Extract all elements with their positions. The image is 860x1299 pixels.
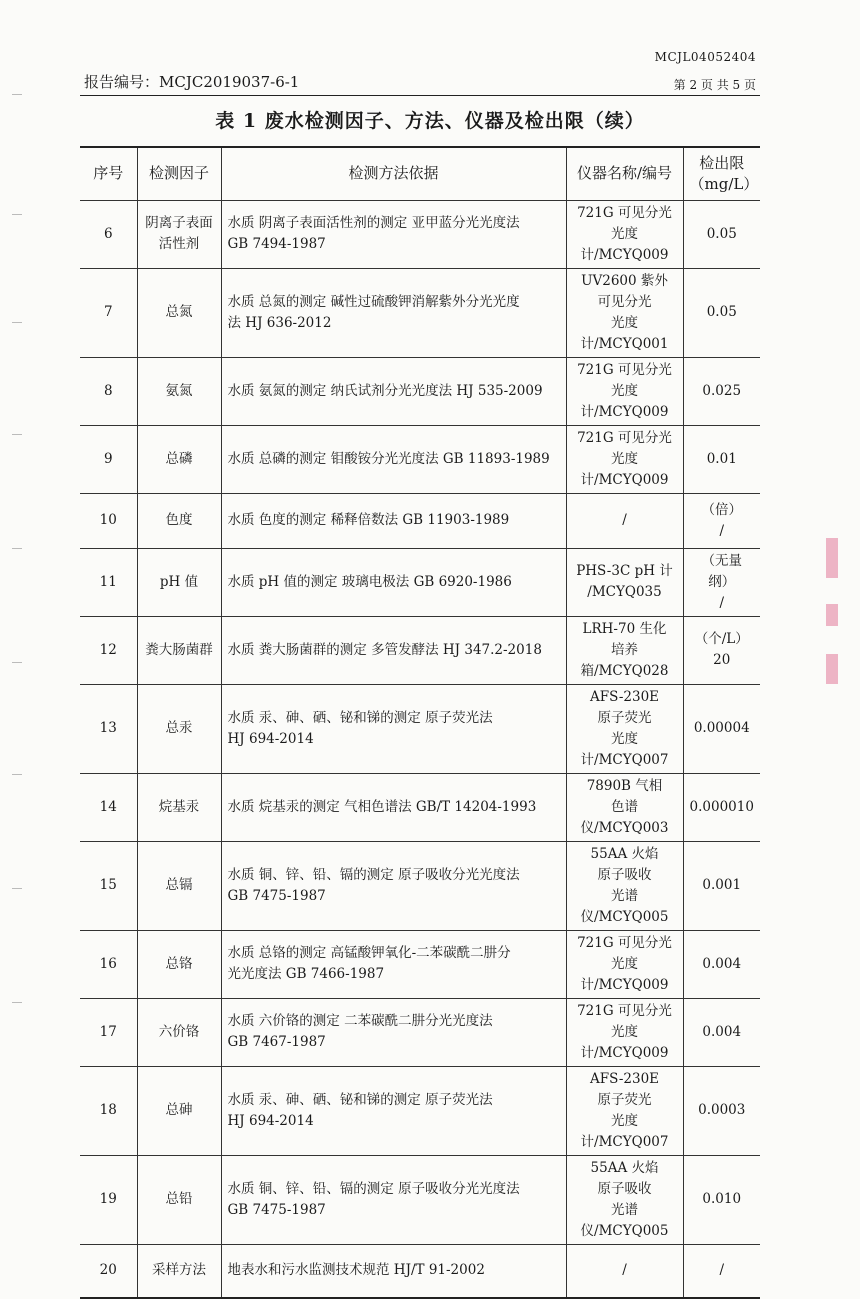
row-number: 13 (80, 684, 137, 773)
method-basis: 地表水和污水监测技术规范 HJ/T 91-2002 (221, 1244, 566, 1298)
scan-mark (12, 322, 22, 323)
column-header-factor: 检测因子 (137, 147, 221, 200)
scan-mark (12, 774, 22, 775)
detection-limit: （无量纲） / (683, 548, 760, 616)
detection-factor: 总铅 (137, 1155, 221, 1244)
table-title: 表 1 废水检测因子、方法、仪器及检出限（续） (215, 110, 645, 132)
detection-factor: 色度 (137, 493, 221, 548)
detection-limit: 0.05 (683, 200, 760, 268)
instrument-name: 721G 可见分光 光度计/MCYQ009 (566, 930, 683, 998)
table-row (80, 930, 760, 998)
instrument-name: LRH-70 生化 培养箱/MCYQ028 (566, 616, 683, 684)
table-row (80, 548, 760, 616)
method-basis: 水质 烷基汞的测定 气相色谱法 GB/T 14204-1993 (221, 773, 566, 841)
column-header-no: 序号 (80, 147, 137, 200)
detection-limit: 0.004 (683, 930, 760, 998)
instrument-name: AFS-230E 原子荧光 光度计/MCYQ007 (566, 684, 683, 773)
detection-limit: 0.0003 (683, 1066, 760, 1155)
table-row (80, 998, 760, 1066)
table-row (80, 425, 760, 493)
detection-limit: 0.00004 (683, 684, 760, 773)
instrument-name: 55AA 火焰 原子吸收 光谱仪/MCYQ005 (566, 1155, 683, 1244)
method-basis: 水质 pH 值的测定 玻璃电极法 GB 6920-1986 (221, 548, 566, 616)
row-number: 8 (80, 357, 137, 425)
detection-factor: 粪大肠菌群 (137, 616, 221, 684)
method-basis: 水质 汞、砷、硒、铋和锑的测定 原子荧光法 HJ 694-2014 (221, 1066, 566, 1155)
row-number: 15 (80, 841, 137, 930)
detection-factor: 阴离子表面 活性剂 (137, 200, 221, 268)
report-number: 报告编号：MCJC2019037-6-1 (84, 73, 300, 91)
row-number: 12 (80, 616, 137, 684)
instrument-name: 721G 可见分光 光度计/MCYQ009 (566, 200, 683, 268)
scan-mark (12, 662, 22, 663)
detection-factor: 总汞 (137, 684, 221, 773)
instrument-name: 721G 可见分光 光度计/MCYQ009 (566, 425, 683, 493)
document-code: MCJL04052404 (654, 50, 756, 64)
detection-table (80, 146, 760, 1299)
table-row (80, 1155, 760, 1244)
scan-mark (12, 214, 22, 215)
table-row (80, 684, 760, 773)
method-basis: 水质 色度的测定 稀释倍数法 GB 11903-1989 (221, 493, 566, 548)
method-basis: 水质 汞、砷、硒、铋和锑的测定 原子荧光法 HJ 694-2014 (221, 684, 566, 773)
detection-factor: 六价铬 (137, 998, 221, 1066)
table-row (80, 841, 760, 930)
instrument-name: AFS-230E 原子荧光 光度计/MCYQ007 (566, 1066, 683, 1155)
instrument-name: 721G 可见分光 光度计/MCYQ009 (566, 357, 683, 425)
table-row (80, 1244, 760, 1298)
instrument-name: PHS-3C pH 计 /MCYQ035 (566, 548, 683, 616)
method-basis: 水质 铜、锌、铅、镉的测定 原子吸收分光光度法 GB 7475-1987 (221, 841, 566, 930)
detection-factor: 总氮 (137, 268, 221, 357)
row-number: 11 (80, 548, 137, 616)
instrument-name: 7890B 气相 色谱仪/MCYQ003 (566, 773, 683, 841)
row-number: 6 (80, 200, 137, 268)
detection-limit: 0.001 (683, 841, 760, 930)
detection-limit: 0.010 (683, 1155, 760, 1244)
method-basis: 水质 总氮的测定 碱性过硫酸钾消解紫外分光光度 法 HJ 636-2012 (221, 268, 566, 357)
instrument-name: / (566, 1244, 683, 1298)
instrument-name: UV2600 紫外 可见分光 光度计/MCYQ001 (566, 268, 683, 357)
scan-mark (12, 888, 22, 889)
table-row (80, 493, 760, 548)
detection-limit: 0.025 (683, 357, 760, 425)
instrument-name: 55AA 火焰 原子吸收 光谱仪/MCYQ005 (566, 841, 683, 930)
row-number: 10 (80, 493, 137, 548)
column-header-method: 检测方法依据 (221, 147, 566, 200)
seal-fragment (826, 654, 838, 684)
detection-factor: pH 值 (137, 548, 221, 616)
table-row (80, 268, 760, 357)
detection-limit: 0.000010 (683, 773, 760, 841)
detection-factor: 总镉 (137, 841, 221, 930)
method-basis: 水质 总磷的测定 钼酸铵分光光度法 GB 11893-1989 (221, 425, 566, 493)
detection-factor: 总铬 (137, 930, 221, 998)
row-number: 20 (80, 1244, 137, 1298)
scan-mark (12, 94, 22, 95)
detection-factor: 氨氮 (137, 357, 221, 425)
detection-factor: 采样方法 (137, 1244, 221, 1298)
scan-mark (12, 434, 22, 435)
page-number: 第 2 页 共 5 页 (673, 78, 756, 92)
table-row (80, 616, 760, 684)
method-basis: 水质 阴离子表面活性剂的测定 亚甲蓝分光光度法 GB 7494-1987 (221, 200, 566, 268)
method-basis: 水质 氨氮的测定 纳氏试剂分光光度法 HJ 535-2009 (221, 357, 566, 425)
table-header-row (80, 147, 760, 200)
row-number: 18 (80, 1066, 137, 1155)
method-basis: 水质 总铬的测定 高锰酸钾氧化-二苯碳酰二肼分 光光度法 GB 7466-1987 (221, 930, 566, 998)
row-number: 14 (80, 773, 137, 841)
instrument-name: 721G 可见分光 光度计/MCYQ009 (566, 998, 683, 1066)
column-header-instrument: 仪器名称/编号 (566, 147, 683, 200)
table-row (80, 200, 760, 268)
detection-limit: （个/L） 20 (683, 616, 760, 684)
row-number: 17 (80, 998, 137, 1066)
detection-limit: 0.05 (683, 268, 760, 357)
detection-limit: （倍） / (683, 493, 760, 548)
instrument-name: / (566, 493, 683, 548)
scan-mark (12, 548, 22, 549)
detection-factor: 总砷 (137, 1066, 221, 1155)
detection-limit: / (683, 1244, 760, 1298)
table-row (80, 1066, 760, 1155)
row-number: 9 (80, 425, 137, 493)
seal-fragment (826, 604, 838, 626)
detection-factor: 总磷 (137, 425, 221, 493)
seal-fragment (826, 538, 838, 578)
row-number: 19 (80, 1155, 137, 1244)
row-number: 7 (80, 268, 137, 357)
detection-limit: 0.01 (683, 425, 760, 493)
table-row (80, 773, 760, 841)
header-rule (80, 95, 760, 96)
detection-factor: 烷基汞 (137, 773, 221, 841)
scan-mark (12, 1002, 22, 1003)
method-basis: 水质 粪大肠菌群的测定 多管发酵法 HJ 347.2-2018 (221, 616, 566, 684)
table-row (80, 357, 760, 425)
row-number: 16 (80, 930, 137, 998)
method-basis: 水质 六价铬的测定 二苯碳酰二肼分光光度法 GB 7467-1987 (221, 998, 566, 1066)
column-header-limit: 检出限 （mg/L） (683, 147, 760, 200)
detection-limit: 0.004 (683, 998, 760, 1066)
method-basis: 水质 铜、锌、铅、镉的测定 原子吸收分光光度法 GB 7475-1987 (221, 1155, 566, 1244)
